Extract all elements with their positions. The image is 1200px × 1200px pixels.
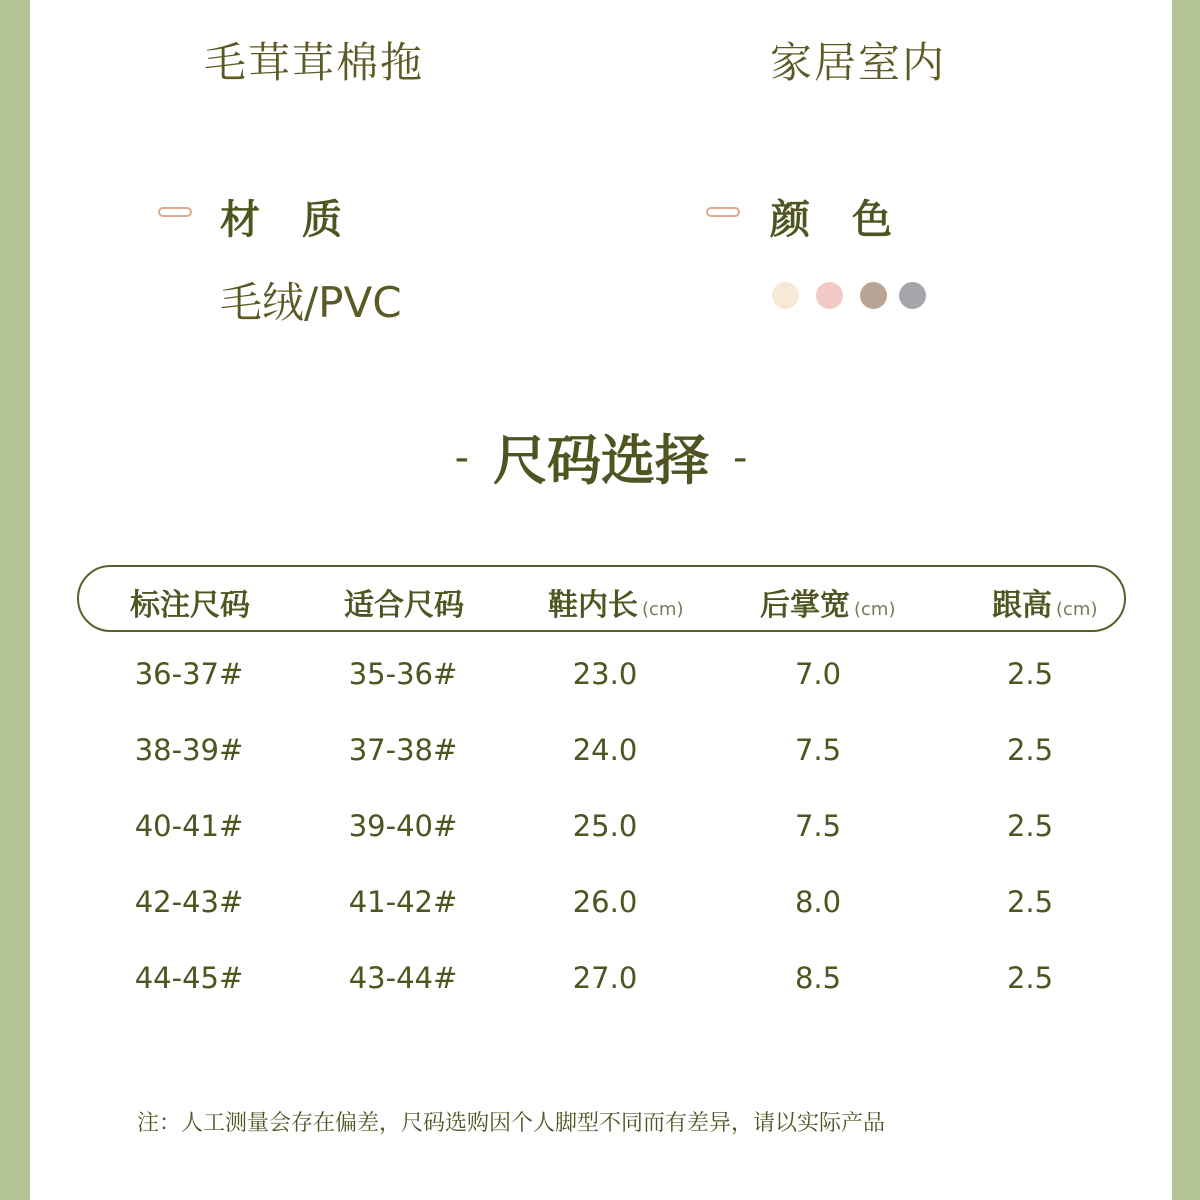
size-title-text: 尺码选择 [493,429,709,492]
table-cell: 2.5 [1006,809,1054,843]
header-unit: (cm) [854,599,896,620]
material-title: 材质 [220,197,384,243]
table-cell: 7.5 [794,733,842,767]
header-label: 标注尺码 [130,588,250,623]
table-cell: 25.0 [572,809,638,843]
table-cell: 44-45# [134,961,244,995]
color-swatch[interactable] [816,282,843,309]
table-header-cell [992,580,1097,624]
header-label: 后掌宽 [760,588,850,623]
material-pill-icon [158,207,192,217]
title-dash-left: - [454,435,469,481]
header-unit: (cm) [642,599,684,620]
measurement-note: 注：人工测量会存在偏差，尺码选购因个人脚型不同而有差异，请以实际产品 [137,1111,886,1136]
table-cell: 39-40# [348,809,458,843]
table-cell: 23.0 [572,657,638,691]
table-cell: 2.5 [1006,733,1054,767]
table-cell: 40-41# [134,809,244,843]
table-cell: 2.5 [1006,961,1054,995]
color-pill-icon [706,207,740,217]
color-swatch[interactable] [772,282,799,309]
right-border [1172,0,1200,1200]
table-cell: 24.0 [572,733,638,767]
table-cell: 8.5 [794,961,842,995]
table-cell: 41-42# [348,885,458,919]
content-panel [30,0,1172,1200]
color-swatch[interactable] [860,282,887,309]
color-swatch[interactable] [899,282,926,309]
table-cell: 38-39# [134,733,244,767]
table-cell: 43-44# [348,961,458,995]
header-label: 跟高 [992,588,1052,623]
table-cell: 7.0 [794,657,842,691]
color-title: 颜色 [770,197,934,243]
table-header-cell [130,580,250,624]
header-unit: (cm) [1056,599,1098,620]
table-header-cell [760,580,895,624]
table-cell: 2.5 [1006,657,1054,691]
header-label: 适合尺码 [344,588,464,623]
material-value: 毛绒/PVC [220,278,402,327]
table-cell: 42-43# [134,885,244,919]
table-cell: 2.5 [1006,885,1054,919]
table-cell: 37-38# [348,733,458,767]
table-cell: 26.0 [572,885,638,919]
left-border [0,0,30,1200]
header-label: 鞋内长 [548,588,638,623]
size-section-title [30,418,1172,495]
table-cell: 35-36# [348,657,458,691]
title-dash-right: - [733,435,748,481]
table-cell: 8.0 [794,885,842,919]
tagline-product: 毛茸茸棉拖 [204,38,425,87]
table-header-cell [344,580,464,624]
table-cell: 36-37# [134,657,244,691]
tagline-usage: 家居室内 [770,38,947,87]
table-header-cell [548,580,683,624]
table-cell: 7.5 [794,809,842,843]
table-cell: 27.0 [572,961,638,995]
